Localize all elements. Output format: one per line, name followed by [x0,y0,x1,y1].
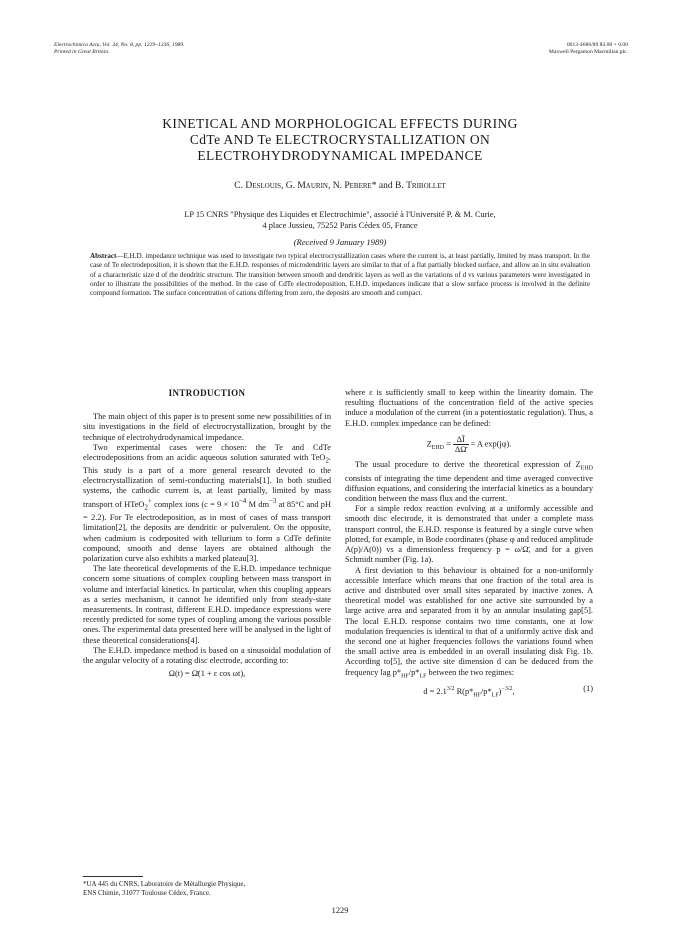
equation-angular-velocity: Ω(t) = Ω̄(1 + ε cos ωt), [168,669,246,679]
right-paragraph-2: The usual procedure to derive the theoretical expression of $Z_{EHD}$ consists of integrating the time dependent and time averaged convective diffusion equations, and considering the interfacial kinetics as a boundary condition between the mass flux and the current. [345,459,593,504]
price-line-1: 0013-4686/89 $3.00 + 0.00 [566,42,628,48]
right-paragraph-4: A first deviation to this behaviour is obtained for a non-uniformly accessible interface which means that one fraction of the total area is active and distributed over small sites separated by inactive zones. A theoretical model was established for one active site surrounded by a large active area and separated from it by an annular insulating gap[5]. The local E.H.D. response contains two time constants, one at low modulation frequencies is identical to that of a uniformly active disk and the second one at higher frequencies follows the variations found when the small active area is embedded in an overall insulating disk Fig. 1b. According to[5], the active site dimension d can be deduced from the frequency lag $p*_{HF}/p*_{LF}$ between the two regimes: [345,565,593,680]
abstract [90,252,590,298]
right-column [345,388,593,704]
author-4: Tribollet [406,181,446,191]
intro-paragraph-4: The E.H.D. impedance method is based on a sinusoidal modulation of the angular velocity of a rotating disc electrode, according to: [83,645,331,665]
section-heading-introduction: INTRODUCTION [168,388,246,398]
equation-number: (1) [583,684,593,694]
footnote-rule [83,876,143,877]
price-line-2: Maxwell Pergamon Macmillan plc. [548,49,628,55]
equation-ehd-impedance: $Z_{EHD}$ = $\frac{\Delta Ī}{\Delta\Omegā}$ = A exp(jφ). [426,434,512,454]
right-paragraph-1: where ε is sufficiently small to keep within the linearity domain. The resulting fluctuations of the concentration field of the active species induce a modulation of the current (in a potentiostatic regulation). Thus, a E.H.D. complex impedance can be defined: [345,388,593,428]
abstract-label: Abstract [90,252,117,260]
abstract-text: —E.H.D. impedance technique was used to investigate two typical electrocrystallization cases where the current is, at least partially, limited by mass transport. In the case of Te electrodeposition, it is shown that the E.H.D. responses of microdendritic layers are similar to that of a flat partially blocked surface, and allow an in situ evaluation of a characteristic size d of the dendritic structure. The transition between smooth and dendritic layers as well as the variations of d vs various parameters were investigated in order to illustrate the possibilities of the method. In the case of CdTe electrodeposition, E.H.D. impedances indicate that a slow surface process is involved in the definite compound formation. The surface concentration of cations differing from zero, the deposits are smooth and compact. [90,252,590,298]
intro-paragraph-3: The late theoretical developments of the E.H.D. impedance technique concern some situations of complex coupling between mass transport in volume and interfacial kinetics. In particular, when this coupling appears as a series mechanism, it cannot be identified only from steady-state measurements. In contrast, different E.H.D. impedance expressions were recently predicted for some types of coupling among the various possible ones. The experimental data presented here will be analysed in the light of these theoretical considerations[4]. [83,564,331,645]
author-list: C. Deslouis, G. Maurin, N. Pebere* and B. Tribollet [234,181,446,191]
affiliation [60,210,620,231]
footnote-line-2: ENS Chimie, 31077 Toulouse Cédex, France. [83,888,211,897]
journal-citation [54,42,185,56]
left-column [83,388,331,682]
title-line-2: CdTe AND Te ELECTROCRYSTALLIZATION ON [189,132,491,147]
author-3: Pebere* [344,181,377,191]
author-2: Maurin [297,181,328,191]
title-line-3: ELECTROHYDRODYNAMICAL IMPEDANCE [197,148,483,163]
footnote-line-1: *UA 445 du CNRS, Laboratoire de Métallurgie Physique, [83,880,246,888]
journal-line-2: Printed in Great Britain. [54,49,110,55]
affiliation-line-2: 4 place Jussieu, 75252 Paris Cédex 05, France [262,220,418,230]
right-paragraph-3: For a simple redox reaction evolving at a uniformly accessible and smooth disc electrode, it is demonstrated that under a complete mass transport control, the E.H.D. response is featured by a single curve when plotted, for example, in Bode coordinates (phase φ and reduced amplitude A(p)/A(0)) vs a dimensionless frequency p = ω/Ω̄, and for a given Schmidt number (Fig. 1a). [345,504,593,565]
received-date: (Received 9 January 1989) [293,237,387,247]
journal-line-1: Electrochimica Acta, Vol. 34, No. 8, pp. 1229–1236, 1989. [54,42,185,48]
page-number: 1229 [331,906,349,915]
affiliation-line-1: LP 15 CNRS "Physique des Liquides et Electrochimie", associé à l'Université P. & M. Curie, [184,210,496,219]
intro-paragraph-2: Two experimental cases were chosen: the Te and CdTe electrodepositions from an acidic aqueous solution saturated with TeO$_2$. This study is a part of a more general research devoted to the electrocrystallization of semi-conducting materials[1]. In both studied systems, the cathodic current is, at least partially, limited by mass transport of HTeO$_2$+ complex ions ($c = 9 \times 10^{-4}$ M $dm^{-3}$ at 85°C and pH = 2.2). For Te electrodeposition, as in most of cases of mass transport limitation[2], the deposits are dendritic or pulverulent. On the opposite, when cadmium is codeposited with tellurium to form a CdTe definite compound, smooth and dense layers are obtained although the polarization curve also exhibits a marked plateau[3]. [83,442,331,563]
price-info [440,42,628,56]
title-line-1: KINETICAL AND MORPHOLOGICAL EFFECTS DURING [162,116,518,131]
intro-paragraph-1: The main object of this paper is to present some new possibilities of in situ investigations in the field of electrocrystallization, brought by the technique of electrohydrodynamical impedance. [83,412,331,442]
paper-title [40,116,640,164]
footnote [83,880,331,897]
author-1: Deslouis [245,181,281,191]
equation-site-dimension: $d = 2.1^{3/2}$ $R(p*_{HF}/p*_{LF})^{-3/2}$, (1) [423,684,593,699]
impedance-fraction: $\frac{\Delta Ī}{\Delta\Omegā}$ [454,434,467,454]
